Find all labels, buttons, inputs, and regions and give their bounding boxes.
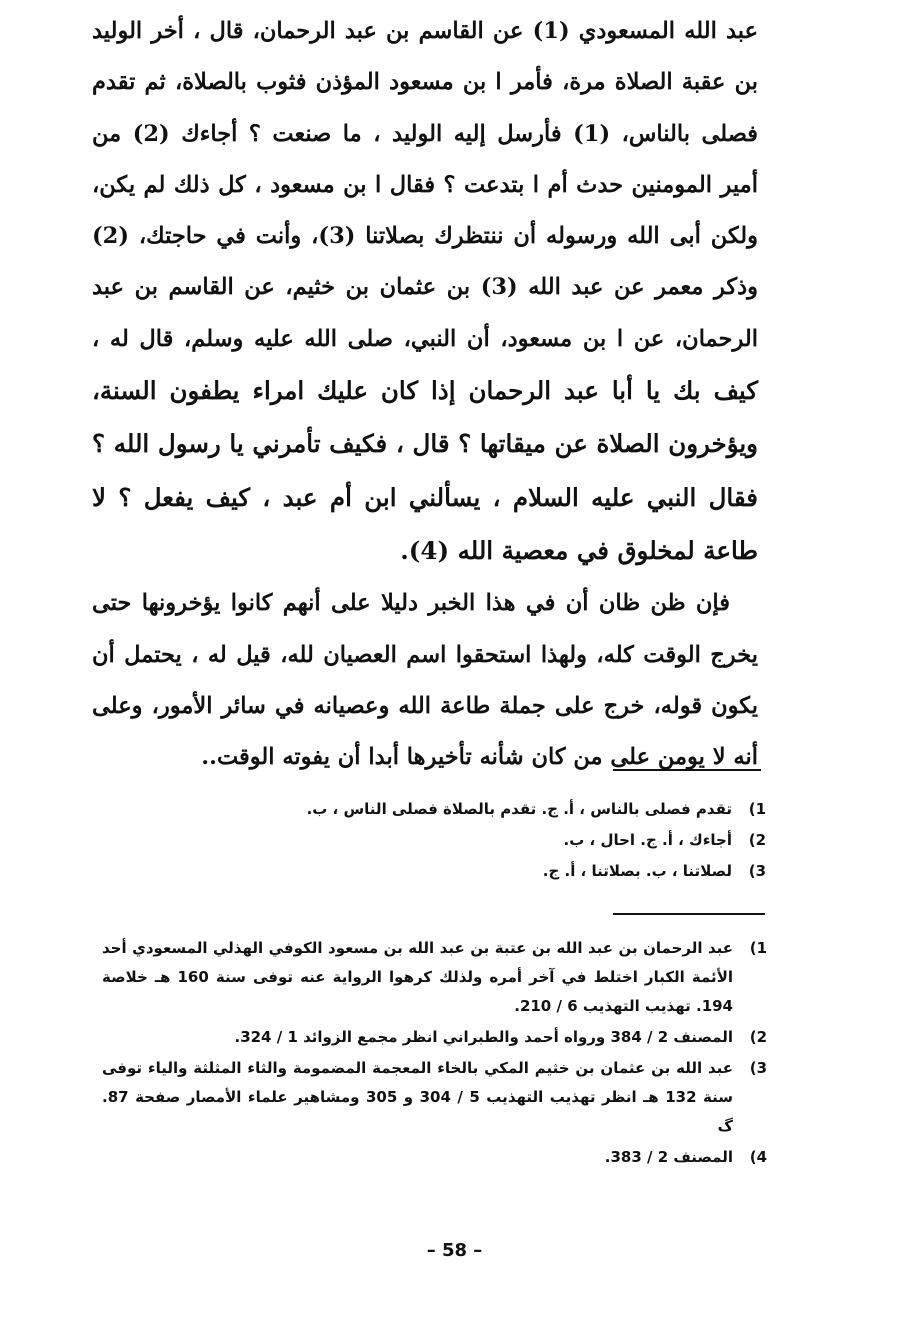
footnote-number: 2) [748,831,766,849]
variant-footnotes [246,794,766,887]
variant-footnote [246,856,766,887]
source-footnote [102,1023,767,1052]
variant-footnote [246,794,766,825]
footnote-number: 1) [749,939,767,957]
paragraph-1-intro: عبد الله المسعودي (1) عن القاسم بن عبد الرحمان، قال ، أخر الوليد بن عقبة الصلاة مرة، فأمر ا بن مسعود المؤذن فثوب بالصلاة، ثم تقدم فصلى بالناس، (1) فأرسل إليه الوليد ، ما صنعت ؟ أجاءك (2) من أمير المومنين حدث أم ا بتدعت ؟ فقال ا بن مسعود ، كل ذلك لم يكن، ولكن أبى الله ورسوله أن ننتظرك بصلاتنا (3)، وأنت في حاجتك، (2) وذكر معمر عن عبد الله (3) بن عثمان بن خثيم، عن القاسم بن عبد الرحمان، عن ا بن مسعود، أن النبي، صلى الله عليه وسلم، قال له ، [92,18,758,352]
footnote-number: 2) [749,1028,767,1046]
footnote-divider-1 [613,769,761,771]
footnote-text: المصنف 2 / 384 ورواه أحمد والطبراني انظر مجمع الزوائد 1 / 324. [234,1028,733,1046]
footnote-text: المصنف 2 / 383. [604,1148,733,1166]
source-footnotes [102,934,767,1174]
footnote-number: 4) [749,1148,767,1166]
source-footnote [102,1054,767,1141]
variant-footnote [246,825,766,856]
footnote-number: 3) [749,1059,767,1077]
footnote-text: لصلاتنا ، ب. بصلاتنا ، أ. ج. [542,862,732,880]
footnote-text: عبد الرحمان بن عبد الله بن عتبة بن عبد الله بن مسعود الكوفي الهذلي المسعودي أحد الأئمة الكبار اختلط في آخر أمره ولذلك كرهوا الرواية عنه توفى سنة 160 هـ خلاصة 194. تهذيب التهذيب 6 / 210. [102,939,734,1015]
page-number: – 58 – [426,1240,483,1261]
footnote-number: 1) [748,800,766,818]
footnote-text: عبد الله بن عثمان بن خثيم المكي بالخاء المعجمة المضمومة والثاء المثلثة والياء توفى سنة 132 هـ انظر تهذيب التهذيب 5 / 304 و 305 ومشاهير علماء الأمصار صفحة 87. گ [102,1059,733,1135]
footnote-number: 3) [748,862,766,880]
source-footnote [102,1143,767,1172]
hadith-quote: كيف بك يا أبا عبد الرحمان إذا كان عليك امراء يطفون السنة، ويؤخرون الصلاة عن ميقاتها ؟ قال ، فكيف تأمرني يا رسول الله ؟ فقال النبي عليه السلام ، يسألني ابن أم عبد ، كيف يفعل ؟ لا طاعة لمخلوق في معصية الله (4). [92,376,758,565]
footnote-text: تقدم فصلى بالناس ، أ. ج. تقدم بالصلاة فصلى الناس ، ب. [306,800,732,818]
paragraph-2: فإن ظن ظان أن في هذا الخبر دليلا على أنهم كانوا يؤخرونها حتى يخرج الوقت كله، ولهذا استحقوا اسم العصيان لله، قيل له ، يحتمل أن يكون قوله، خرج على جملة طاعة الله وعصيانه في سائر الأمور، وعلى أنه لا يومن على من كان شأنه تأخيرها أبدا أن يفوته الوقت.. [92,590,758,771]
footnote-divider-2 [613,913,765,915]
main-text [92,6,758,783]
footnote-text: أجاءك ، أ. ج. احال ، ب. [563,831,732,849]
source-footnote [102,934,767,1021]
paragraph-1 [92,6,758,578]
